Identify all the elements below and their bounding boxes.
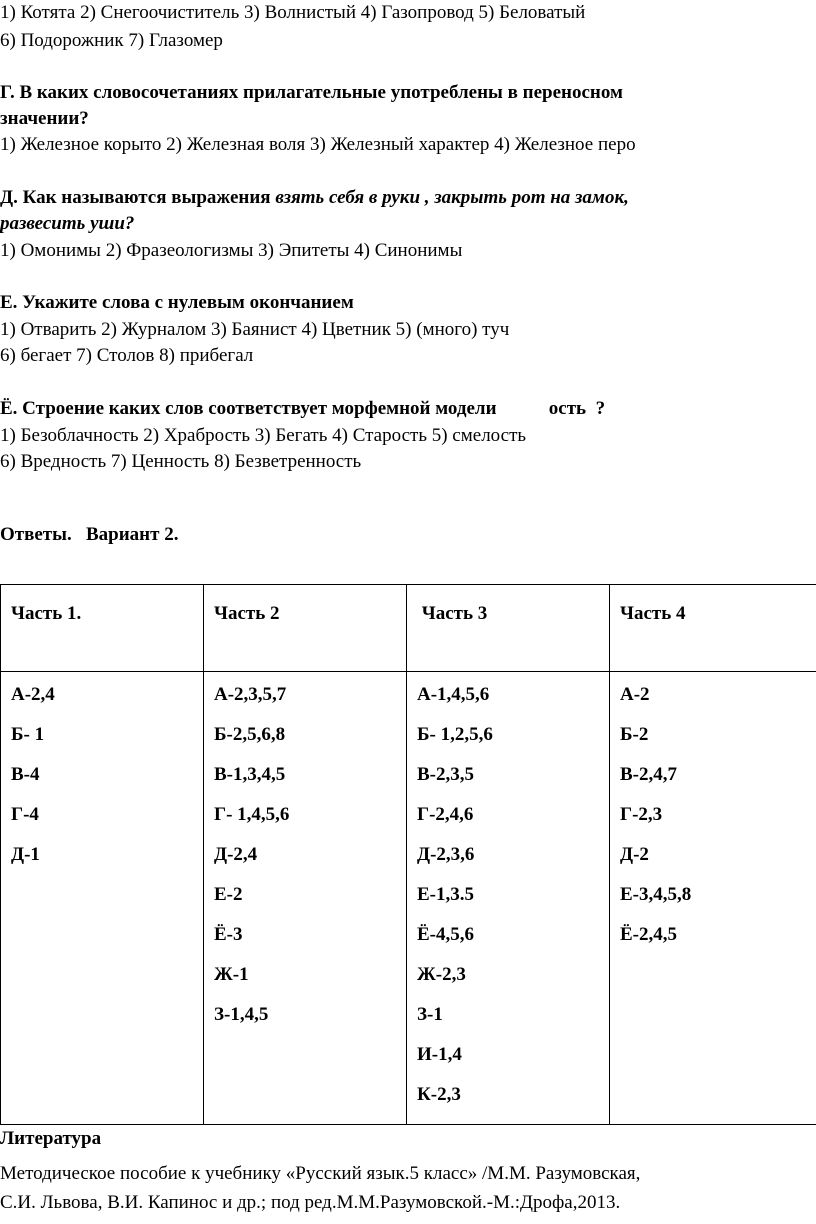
answer-item: Г-2,3 <box>620 804 663 825</box>
answers-column-part-3 <box>407 672 610 1125</box>
literature-line-2: С.И. Львова, В.И. Капинос и др.; под ред.М.М.Разумовской.-М.:Дрофа,2013. <box>0 1192 621 1213</box>
answer-item: Д-2 <box>620 844 649 865</box>
answer-item: Ё-2,4,5 <box>620 924 677 945</box>
answer-item: Ё-4,5,6 <box>417 924 474 945</box>
question-d-title-italic: взять себя в руки , закрыть рот на замок, <box>275 187 629 208</box>
answer-item: Ё-3 <box>214 924 243 945</box>
question-e-title: Е. Укажите слова с нулевым окончанием <box>0 292 354 313</box>
answer-item: З-1 <box>417 1004 443 1025</box>
answer-item: И-1,4 <box>417 1044 462 1065</box>
intro-options-line-2: 6) Подорожник 7) Глазомер <box>0 30 223 51</box>
question-e-options-line-1: 1) Отварить 2) Журналом 3) Баянист 4) Цветник 5) (много) туч <box>0 319 510 340</box>
answer-item: А-1,4,5,6 <box>417 684 490 705</box>
answers-column-part-1 <box>1 672 204 1125</box>
question-g-title-line-1: Г. В каких словосочетаниях прилагательные употреблены в переносном <box>0 82 623 103</box>
question-d-title-line-1 <box>0 187 629 209</box>
answer-item: В-1,3,4,5 <box>214 764 286 785</box>
answer-item: Г-4 <box>11 804 39 825</box>
question-yo-options-line-1: 1) Безоблачность 2) Храбрость 3) Бегать 4) Старость 5) смелость <box>0 425 527 446</box>
answer-item: Е-1,3.5 <box>417 884 474 905</box>
answer-item: Б-2 <box>620 724 649 745</box>
question-yo-options-line-2: 6) Вредность 7) Ценность 8) Безветренность <box>0 451 362 472</box>
answers-table <box>0 584 816 1125</box>
answer-item: В-4 <box>11 764 40 785</box>
answer-item: В-2,3,5 <box>417 764 474 785</box>
answer-item: Д-1 <box>11 844 40 865</box>
answer-item: В-2,4,7 <box>620 764 677 785</box>
intro-options-line-1: 1) Котята 2) Снегоочиститель 3) Волнистый 4) Газопровод 5) Беловатый <box>0 2 586 23</box>
question-d-title-line-2: развесить уши? <box>0 213 135 234</box>
question-yo-title: Ё. Строение каких слов соответствует морфемной модели ость ? <box>0 398 606 419</box>
answers-table-header-row <box>1 585 816 672</box>
header-cell-part-3: Часть 3 <box>407 585 610 672</box>
answer-item: К-2,3 <box>417 1084 461 1105</box>
literature-heading: Литература <box>0 1128 102 1149</box>
question-g-title-line-2: значении? <box>0 108 89 129</box>
answer-item: Ж-1 <box>214 964 249 985</box>
question-d-title-bold: Д. Как называются выражения <box>0 187 276 208</box>
answers-column-part-4 <box>610 672 816 1125</box>
answer-item: Е-2 <box>214 884 243 905</box>
answer-item: Е-3,4,5,8 <box>620 884 692 905</box>
answers-table-body-row <box>1 672 816 1125</box>
header-cell-part-1: Часть 1. <box>1 585 204 672</box>
answer-item: Г- 1,4,5,6 <box>214 804 290 825</box>
question-e-options-line-2: 6) бегает 7) Столов 8) прибегал <box>0 345 254 366</box>
answer-item: А-2,4 <box>11 684 55 705</box>
answer-item: Д-2,4 <box>214 844 258 865</box>
answer-item: Г-2,4,6 <box>417 804 474 825</box>
answers-column-part-2 <box>204 672 407 1125</box>
answer-item: А-2 <box>620 684 650 705</box>
literature-line-1: Методическое пособие к учебнику «Русский язык.5 класс» /М.М. Разумовская, <box>0 1163 641 1184</box>
answer-item: Б- 1,2,5,6 <box>417 724 493 745</box>
answer-item: Б-2,5,6,8 <box>214 724 286 745</box>
header-cell-part-2: Часть 2 <box>204 585 407 672</box>
header-cell-part-4: Часть 4 <box>610 585 816 672</box>
answer-item: А-2,3,5,7 <box>214 684 287 705</box>
answer-item: Ж-2,3 <box>417 964 466 985</box>
question-d-options: 1) Омонимы 2) Фразеологизмы 3) Эпитеты 4) Синонимы <box>0 240 463 261</box>
question-g-options: 1) Железное корыто 2) Железная воля 3) Железный характер 4) Железное перо <box>0 134 636 155</box>
answer-item: Д-2,3,6 <box>417 844 475 865</box>
answer-item: З-1,4,5 <box>214 1004 269 1025</box>
answer-item: Б- 1 <box>11 724 45 745</box>
answers-title: Ответы. Вариант 2. <box>0 524 179 545</box>
